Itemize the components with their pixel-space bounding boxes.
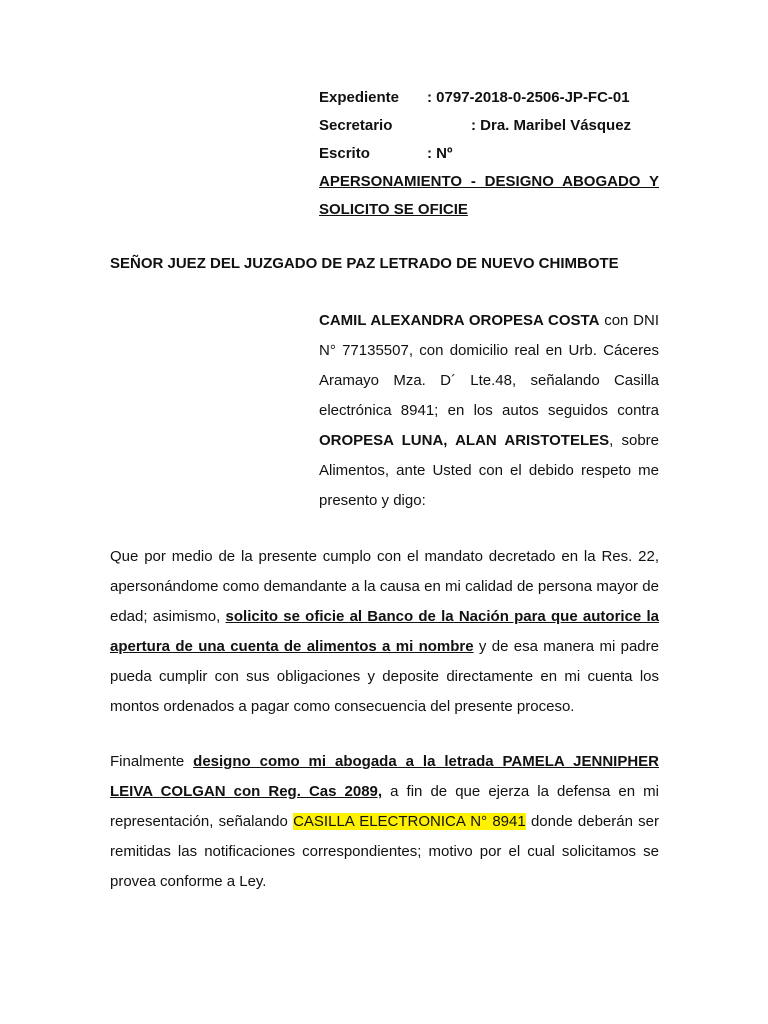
escrito-value: : Nº <box>427 145 453 162</box>
expediente-row <box>319 84 659 112</box>
lawyer-emphasis: designo como mi abogada a la letrada PAMELA JENNIPHER LEIVA COLGAN con Reg. Cas 2089, <box>110 753 659 800</box>
defendant-name: OROPESA LUNA, ALAN ARISTOTELES <box>319 432 610 449</box>
lawyer-text-2: a fin de que ejerza la defensa en mi representación, señalando <box>110 783 660 830</box>
escrito-row <box>319 140 659 168</box>
addressee-heading: SEÑOR JUEZ DEL JUZGADO DE PAZ LETRADO DE NUEVO CHIMBOTE <box>110 255 619 272</box>
subject-line-2: SOLICITO SE OFICIE <box>319 201 468 218</box>
request-emphasis: solicito se oficie al Banco de la Nación para que autorice la apertura de una cuenta de alimentos a mi nombre <box>110 608 659 655</box>
lawyer-paragraph <box>110 747 659 897</box>
expediente-value: : 0797-2018-0-2506-JP-FC-01 <box>427 89 630 106</box>
intro-paragraph <box>319 306 659 516</box>
petitioner-name: CAMIL ALEXANDRA OROPESA COSTA <box>319 312 600 329</box>
case-header <box>319 84 659 224</box>
request-paragraph <box>110 542 659 722</box>
secretario-row <box>319 112 659 140</box>
intro-text-1: con DNI N° 77135507, con domicilio real en Urb. Cáceres Aramayo Mza. D´ Lte.48, señalando Casilla electrónica 8941; en los autos seguidos contra <box>319 312 659 419</box>
escrito-label: Escrito <box>319 145 370 162</box>
lawyer-text-1: Finalmente <box>110 753 194 770</box>
subject-line-1: APERSONAMIENTO - DESIGNO ABOGADO Y <box>319 173 659 190</box>
expediente-label: Expediente <box>319 89 400 106</box>
intro-text-2: , sobre Alimentos, ante Usted con el debido respeto me presento y digo: <box>319 432 659 509</box>
request-text-2: y de esa manera mi padre pueda cumplir con sus obligaciones y deposite directamente en mi cuenta los montos ordenados a pagar como consecuencia del presente proceso. <box>110 638 659 715</box>
secretario-label: Secretario <box>319 117 393 134</box>
lawyer-text-3: donde deberán ser remitidas las notificaciones correspondientes; motivo por el cual solicitamos se provea conforme a Ley. <box>110 813 660 890</box>
request-text-1: Que por medio de la presente cumplo con el mandato decretado en la Res. 22, apersonándome como demandante a la causa en mi calidad de persona mayor de edad; asimismo, <box>110 548 659 625</box>
casilla-highlight: CASILLA ELECTRONICA N° 8941 <box>293 813 526 830</box>
secretario-value: : Dra. Maribel Vásquez <box>471 117 632 134</box>
